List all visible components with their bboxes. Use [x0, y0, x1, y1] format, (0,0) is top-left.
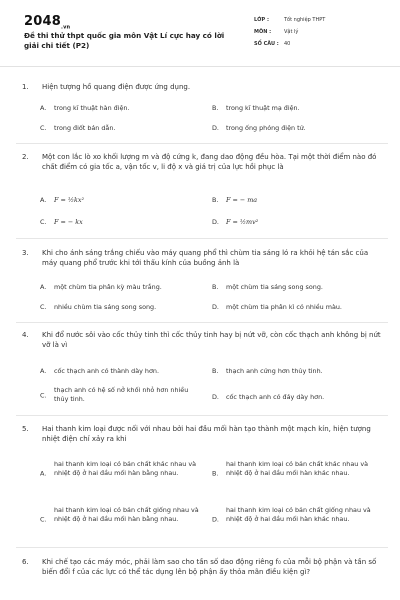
question-text: Khi chế tạo các máy móc, phải làm sao cho tần số dao động riêng f₀ của mỗi bộ phận và tần số biến đổi f của các lực có thể tác dụng lên bộ phận ấy thỏa mãn điều kiện gì? — [42, 558, 377, 576]
option-text: trong điốt bán dẫn. — [54, 124, 116, 132]
question-number: 4. — [22, 331, 29, 339]
exam-meta — [254, 14, 325, 50]
option-label: C. — [40, 303, 47, 311]
option-label: B. — [212, 367, 219, 375]
option-label: C. — [40, 515, 47, 524]
question-text: Khi đổ nước sôi vào cốc thủy tinh thì cốc thủy tinh hay bị nứt vỡ, còn cốc thạch anh không bị nứt vỡ là vì — [42, 331, 381, 349]
site-logo[interactable] — [24, 14, 70, 31]
option-formula: F = − ma — [226, 196, 258, 204]
option-formula: F = ½kx² — [54, 196, 85, 204]
question-text: Hai thanh kim loại được nối với nhau bởi hai đầu mối hàn tạo thành một mạch kín, hiện tượng nhiệt điện chỉ xảy ra khi — [42, 425, 371, 443]
page-header — [0, 0, 400, 67]
option-label: A. — [40, 367, 47, 375]
meta-row-grade — [254, 14, 325, 26]
question-number: 2. — [22, 153, 29, 161]
option-label: D. — [212, 218, 219, 226]
meta-row-subject — [254, 26, 325, 38]
option-label: B. — [212, 104, 219, 112]
question-divider — [16, 322, 388, 323]
question-number: 3. — [22, 249, 29, 257]
option-label: C. — [40, 218, 47, 226]
option-label: A. — [40, 196, 47, 204]
meta-row-count — [254, 38, 325, 50]
option-text: hai thanh kim loại có bản chất khác nhau và nhiệt độ ở hai đầu mối hàn khác nhau. — [226, 460, 369, 477]
option-label: D. — [212, 303, 219, 311]
option-formula: F = − kx — [54, 218, 83, 226]
exam-title: Đề thi thử thpt quốc gia môn Vật Lí cực hay có lời giải chi tiết (P2) — [24, 31, 225, 50]
option-text: hai thanh kim loại có bản chất khác nhau và nhiệt độ ở hai đầu mối hàn bằng nhau. — [54, 460, 197, 477]
option-text: cốc thạch anh có đáy dày hơn. — [226, 393, 325, 401]
option-label: A. — [40, 283, 47, 291]
option-text: một chùm tia phân kỳ màu trắng. — [54, 283, 162, 291]
option-text: nhiều chùm tia sáng song song. — [54, 303, 157, 311]
option-text: cốc thạch anh có thành dày hơn. — [54, 367, 159, 375]
question-divider — [16, 415, 388, 416]
question-number: 1. — [22, 83, 29, 91]
meta-key: LỚP : — [254, 17, 269, 23]
option-label: C. — [40, 124, 47, 132]
option-text: một chùm tia phân kì có nhiều màu. — [226, 303, 342, 311]
meta-key: MÔN : — [254, 29, 272, 35]
logo-suffix: .vn — [60, 24, 71, 31]
question-text: Hiện tượng hồ quang điện được ứng dụng. — [42, 83, 191, 91]
option-label: B. — [212, 196, 219, 204]
option-label: A. — [40, 469, 47, 478]
option-text: trong ống phóng điện tử. — [226, 124, 306, 132]
option-label: D. — [212, 393, 219, 401]
option-text: hai thanh kim loại có bản chất giống nhau và nhiệt độ ở hai đầu mối hàn bằng nhau. — [54, 506, 199, 523]
question-divider — [16, 143, 388, 144]
meta-key: SỐ CÂU : — [254, 41, 279, 47]
option-text: trong kĩ thuật mạ điện. — [226, 104, 300, 112]
meta-value: Vật lý — [284, 29, 299, 35]
question-text: Một con lắc lò xo khối lượng m và độ cứng k, đang dao động đều hòa. Tại một thời điểm nào đó chất điểm có gia tốc a, vận tốc v, li độ x và giá trị của lực hồi phục là — [42, 153, 377, 171]
option-text: hai thanh kim loại có bản chất giống nhau và nhiệt độ ở hai đầu mối hàn khác nhau. — [226, 506, 371, 523]
option-label: B. — [212, 283, 219, 291]
option-label: D. — [212, 515, 219, 524]
option-label: D. — [212, 124, 219, 132]
meta-value: 40 — [284, 41, 291, 47]
question-number: 5. — [22, 425, 29, 433]
option-text: một chùm tia sáng song song. — [226, 283, 323, 291]
question-divider — [16, 547, 388, 548]
meta-value: Tốt nghiệp THPT — [284, 17, 326, 23]
option-text: thạch anh cứng hơn thủy tinh. — [226, 367, 323, 375]
option-label: A. — [40, 104, 47, 112]
option-label: C. — [40, 391, 47, 400]
option-label: B. — [212, 469, 219, 478]
option-text: thạch anh có hệ số nở khối nhỏ hơn nhiều thủy tinh. — [54, 386, 189, 403]
logo-main: 2048 — [24, 14, 61, 29]
question-divider — [16, 238, 388, 239]
question-text: Khi cho ánh sáng trắng chiếu vào máy quang phổ thì chùm tia sáng ló ra khỏi hệ tán sắc của máy quang phổ trước khi tới thấu kính của buồng ảnh là — [42, 249, 369, 267]
question-number: 6. — [22, 558, 29, 566]
option-formula: F = ½mv² — [226, 218, 259, 226]
option-text: trong kĩ thuật hàn điện. — [54, 104, 130, 112]
